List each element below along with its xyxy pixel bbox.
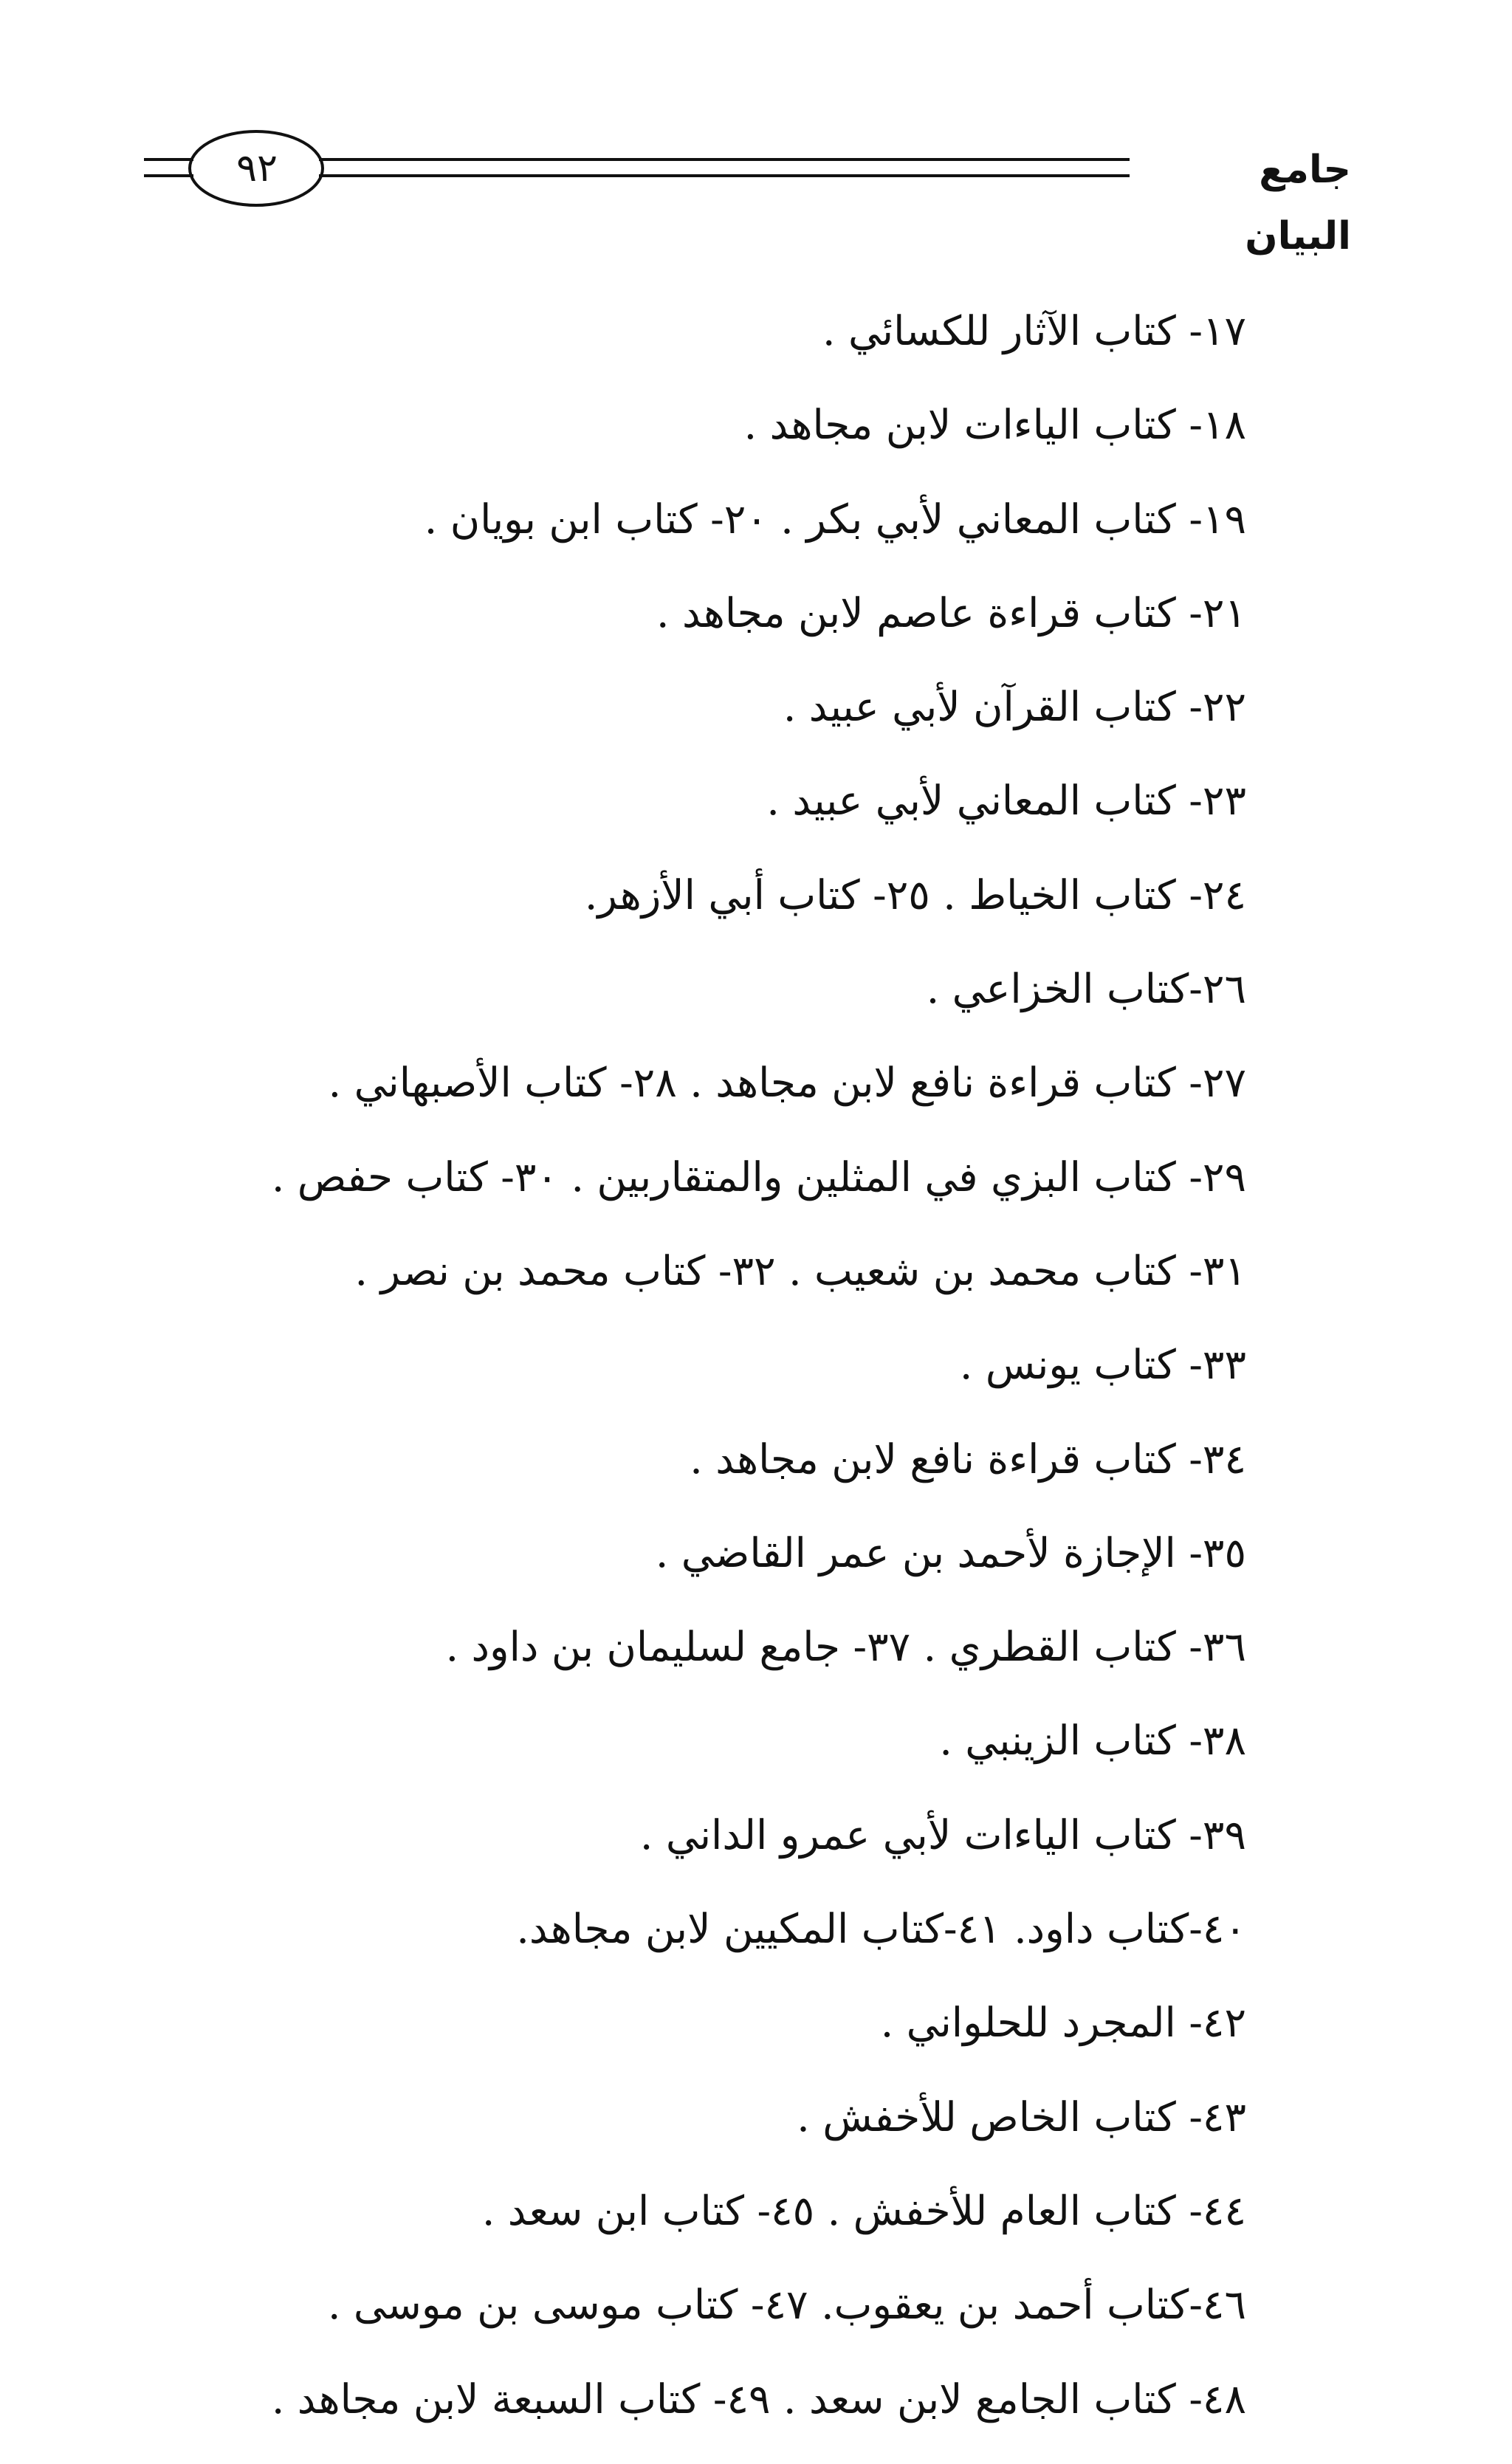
list-item: ٣٤- كتاب قراءة نافع لابن مجاهد .	[690, 1435, 1246, 1483]
list-item: ٤٠-كتاب داود. ٤١-كتاب المكيين لابن مجاهد.	[516, 1905, 1246, 1953]
list-item: ٤٢- المجرد للحلواني .	[880, 1999, 1246, 2047]
book-list	[176, 284, 1246, 2423]
list-item: ٣٦- كتاب القطري . ٣٧- جامع لسليمان بن داود .	[445, 1623, 1246, 1671]
list-item: ٢٤- كتاب الخياط . ٢٥- كتاب أبي الأزهر.	[584, 871, 1246, 919]
book-title: جامع البيان	[1245, 148, 1351, 258]
list-item: ٤٤- كتاب العام للأخفش . ٤٥- كتاب ابن سعد .	[481, 2186, 1246, 2234]
list-item: ٤٣- كتاب الخاص للأخفش .	[797, 2093, 1246, 2141]
list-item: ٣٣- كتاب يونس .	[959, 1341, 1246, 1389]
list-item: ٢٢- كتاب القرآن لأبي عبيد .	[783, 683, 1246, 731]
list-item: ٢٩- كتاب البزي في المثلين والمتقاربين . ٣٠- كتاب حفص .	[271, 1153, 1246, 1201]
list-item: ٢٣- كتاب المعاني لأبي عبيد .	[766, 777, 1246, 825]
list-item: ٤٦-كتاب أحمد بن يعقوب. ٤٧- كتاب موسى بن موسى .	[327, 2281, 1246, 2329]
list-item: ٣١- كتاب محمد بن شعيب . ٣٢- كتاب محمد بن نصر .	[354, 1246, 1246, 1294]
list-item: ٢٦-كتاب الخزاعي .	[926, 965, 1246, 1013]
list-item: ٣٨- كتاب الزينبي .	[939, 1717, 1246, 1765]
list-item: ٤٨- كتاب الجامع لابن سعد . ٤٩- كتاب السبعة لابن مجاهد .	[271, 2375, 1246, 2423]
list-item: ٢١- كتاب قراءة عاصم لابن مجاهد .	[656, 588, 1246, 636]
list-item: ٣٩- كتاب الياءات لأبي عمرو الداني .	[639, 1811, 1246, 1859]
list-item: ٢٧- كتاب قراءة نافع لابن مجاهد . ٢٨- كتاب الأصبهاني .	[328, 1059, 1246, 1107]
list-item: ٣٥- الإجازة لأحمد بن عمر القاضي .	[655, 1528, 1246, 1576]
list-item: ١٨- كتاب الياءات لابن مجاهد .	[743, 401, 1246, 449]
list-item: ١٧- كتاب الآثار للكسائي .	[822, 307, 1246, 354]
list-item: ١٩- كتاب المعاني لأبي بكر . ٢٠- كتاب ابن بويان .	[424, 495, 1246, 543]
page-header	[0, 0, 1512, 258]
page-number: ٩٢	[236, 146, 278, 191]
